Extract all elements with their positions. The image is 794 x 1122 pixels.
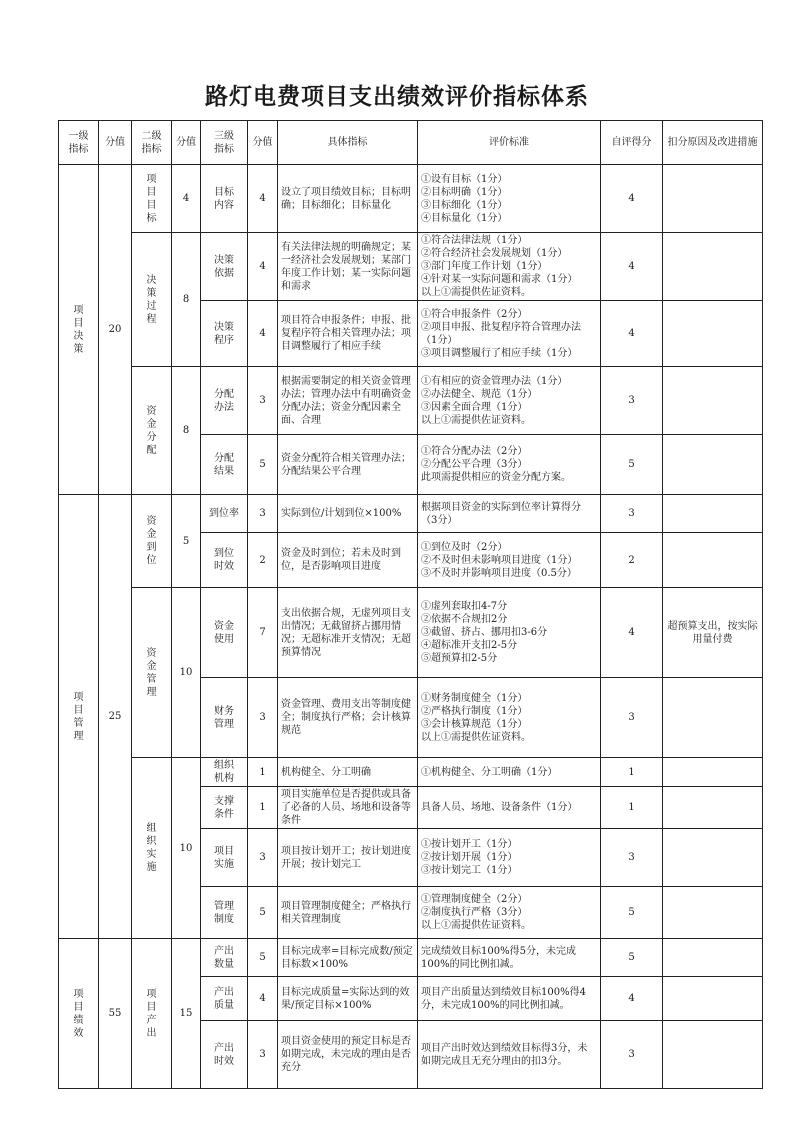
self-score-cell: 5 bbox=[601, 939, 663, 977]
l3-score-cell: 4 bbox=[248, 233, 278, 301]
criteria-cell: 完成绩效目标100%得5分，未完成100%的同比例扣减。 bbox=[418, 939, 601, 977]
self-score-cell: 3 bbox=[601, 367, 663, 435]
l2-cell: 项 目 目 标 bbox=[132, 165, 172, 233]
self-score-cell: 3 bbox=[601, 1021, 663, 1089]
l3-score-cell: 1 bbox=[248, 758, 278, 787]
l3-score-cell: 2 bbox=[248, 533, 278, 588]
l3-cell: 决策 程序 bbox=[201, 301, 248, 367]
indicator-cell: 项目按计划开工；按计划进度开展；按计划完工 bbox=[278, 829, 418, 887]
l3-cell: 到位率 bbox=[201, 495, 248, 533]
indicator-cell: 根据需要制定的相关资金管理办法；管理办法中有明确资金分配办法；资金分配因素全面、合理 bbox=[278, 367, 418, 435]
l3-score-cell: 4 bbox=[248, 301, 278, 367]
criteria-cell: ①符合申报条件（2分） ②项目申报、批复程序符合管理办法（1分） ③项目调整履行了相应手续（1分） bbox=[418, 301, 601, 367]
l3-cell: 项目 实施 bbox=[201, 829, 248, 887]
l1-cell: 项 目 管 理 bbox=[59, 495, 99, 939]
l3-cell: 决策 依据 bbox=[201, 233, 248, 301]
self-score-cell: 4 bbox=[601, 233, 663, 301]
criteria-cell: ①虚列套取扣4-7分 ②依据不合规扣2分 ③截留、挤占、挪用扣3-6分 ④超标准开支扣2-5分 ⑤超预算扣2-5分 bbox=[418, 588, 601, 678]
indicator-cell: 实际到位/计划到位×100% bbox=[278, 495, 418, 533]
l2-score-cell: 4 bbox=[172, 165, 201, 233]
l1-score-cell: 20 bbox=[99, 165, 132, 495]
l3-score-cell: 3 bbox=[248, 1021, 278, 1089]
evaluation-table bbox=[58, 120, 763, 1089]
table-row bbox=[59, 939, 763, 977]
l3-cell: 资金 使用 bbox=[201, 588, 248, 678]
l3-cell: 组织 机构 bbox=[201, 758, 248, 787]
l2-cell: 项 目 产 出 bbox=[132, 939, 172, 1089]
indicator-cell: 目标完成质量=实际达到的效果/预定目标×100% bbox=[278, 977, 418, 1021]
header-indicator: 具体指标 bbox=[278, 121, 418, 165]
indicator-cell: 资金及时到位；若未及时到位，是否影响项目进度 bbox=[278, 533, 418, 588]
header-l2: 二级 指标 bbox=[132, 121, 172, 165]
l3-cell: 管理 制度 bbox=[201, 887, 248, 939]
deduct-cell bbox=[663, 533, 763, 588]
indicator-cell: 有关法律法规的明确规定；某一经济社会发展规划；某部门年度工作计划；某一实际问题和需求 bbox=[278, 233, 418, 301]
l3-cell: 分配 办法 bbox=[201, 367, 248, 435]
l3-score-cell: 3 bbox=[248, 495, 278, 533]
criteria-cell: 项目产出时效达到绩效目标得3分，未如期完成且无充分理由的扣3分。 bbox=[418, 1021, 601, 1089]
l2-cell: 资 金 到 位 bbox=[132, 495, 172, 588]
l3-score-cell: 1 bbox=[248, 787, 278, 829]
deduct-cell: 超预算支出，按实际用量付费 bbox=[663, 588, 763, 678]
self-score-cell: 3 bbox=[601, 678, 663, 758]
header-deduct: 扣分原因及改进措施 bbox=[663, 121, 763, 165]
l3-score-cell: 4 bbox=[248, 165, 278, 233]
header-l3: 三级 指标 bbox=[201, 121, 248, 165]
self-score-cell: 1 bbox=[601, 787, 663, 829]
criteria-cell: ①符合法律法规（1分） ②符合经济社会发展规划（1分） ③部门年度工作计划（1分） ④针对某一实际问题和需求（1分） 以上①需提供佐证资料。 bbox=[418, 233, 601, 301]
l3-score-cell: 5 bbox=[248, 939, 278, 977]
deduct-cell bbox=[663, 887, 763, 939]
indicator-cell: 设立了项目绩效目标；目标明确；目标细化；目标量化 bbox=[278, 165, 418, 233]
l3-score-cell: 3 bbox=[248, 829, 278, 887]
l2-score-cell: 8 bbox=[172, 367, 201, 495]
header-row bbox=[59, 121, 763, 165]
header-s1: 分值 bbox=[99, 121, 132, 165]
criteria-cell: ①有相应的资金管理办法（1分） ②办法健全、规范（1分） ③因素全面合理（1分） 以上①需提供佐证资料。 bbox=[418, 367, 601, 435]
criteria-cell: ①财务制度健全（1分） ②严格执行制度（1分） ③会计核算规范（1分） 以上①需提供佐证资料。 bbox=[418, 678, 601, 758]
self-score-cell: 2 bbox=[601, 533, 663, 588]
l3-cell: 财务 管理 bbox=[201, 678, 248, 758]
deduct-cell bbox=[663, 829, 763, 887]
l3-score-cell: 5 bbox=[248, 435, 278, 495]
l2-cell: 决 策 过 程 bbox=[132, 233, 172, 367]
l2-score-cell: 5 bbox=[172, 495, 201, 588]
header-s2: 分值 bbox=[172, 121, 201, 165]
table-row bbox=[59, 233, 763, 301]
indicator-cell: 项目符合申报条件；申报、批复程序符合相关管理办法；项目调整履行了相应手续 bbox=[278, 301, 418, 367]
deduct-cell bbox=[663, 939, 763, 977]
l3-score-cell: 3 bbox=[248, 367, 278, 435]
deduct-cell bbox=[663, 301, 763, 367]
self-score-cell: 5 bbox=[601, 435, 663, 495]
l2-cell: 资 金 分 配 bbox=[132, 367, 172, 495]
deduct-cell bbox=[663, 435, 763, 495]
l2-score-cell: 8 bbox=[172, 233, 201, 367]
criteria-cell: 根据项目资金的实际到位率计算得分（3分） bbox=[418, 495, 601, 533]
indicator-cell: 项目实施单位是否提供或具备了必备的人员、场地和设备等条件 bbox=[278, 787, 418, 829]
l3-cell: 分配 结果 bbox=[201, 435, 248, 495]
l2-cell: 组 织 实 施 bbox=[132, 758, 172, 939]
self-score-cell: 4 bbox=[601, 165, 663, 233]
table-row bbox=[59, 758, 763, 787]
l1-cell: 项 目 绩 效 bbox=[59, 939, 99, 1089]
criteria-cell: ①按计划开工（1分） ②按计划开展（1分） ③按计划完工（1分） bbox=[418, 829, 601, 887]
indicator-cell: 项目管理制度健全；严格执行相关管理制度 bbox=[278, 887, 418, 939]
deduct-cell bbox=[663, 233, 763, 301]
deduct-cell bbox=[663, 495, 763, 533]
self-score-cell: 4 bbox=[601, 588, 663, 678]
table-row bbox=[59, 165, 763, 233]
l2-score-cell: 10 bbox=[172, 588, 201, 758]
l3-cell: 到位 时效 bbox=[201, 533, 248, 588]
deduct-cell bbox=[663, 367, 763, 435]
l3-cell: 产出 时效 bbox=[201, 1021, 248, 1089]
table-row bbox=[59, 367, 763, 435]
l3-cell: 支撑 条件 bbox=[201, 787, 248, 829]
table-row bbox=[59, 588, 763, 678]
l2-cell: 资 金 管 理 bbox=[132, 588, 172, 758]
l2-score-cell: 10 bbox=[172, 758, 201, 939]
header-criteria: 评价标准 bbox=[418, 121, 601, 165]
l3-score-cell: 3 bbox=[248, 678, 278, 758]
table-row bbox=[59, 495, 763, 533]
self-score-cell: 3 bbox=[601, 829, 663, 887]
criteria-cell: ①管理制度健全（2分） ②制度执行严格（3分） 以上①需提供佐证资料。 bbox=[418, 887, 601, 939]
l2-score-cell: 15 bbox=[172, 939, 201, 1089]
criteria-cell: ①到位及时（2分） ②不及时但未影响项目进度（1分） ③不及时并影响项目进度（0.5分） bbox=[418, 533, 601, 588]
indicator-cell: 资金分配符合相关管理办法；分配结果公平合理 bbox=[278, 435, 418, 495]
l1-score-cell: 55 bbox=[99, 939, 132, 1089]
deduct-cell bbox=[663, 758, 763, 787]
criteria-cell: 具备人员、场地、设备条件（1分） bbox=[418, 787, 601, 829]
criteria-cell: ①机构健全、分工明确（1分） bbox=[418, 758, 601, 787]
header-self-score: 自评得分 bbox=[601, 121, 663, 165]
deduct-cell bbox=[663, 977, 763, 1021]
criteria-cell: ①符合分配办法（2分） ②分配公平合理（3分） 此项需提供相应的资金分配方案。 bbox=[418, 435, 601, 495]
indicator-cell: 机构健全、分工明确 bbox=[278, 758, 418, 787]
deduct-cell bbox=[663, 678, 763, 758]
l3-score-cell: 7 bbox=[248, 588, 278, 678]
l3-score-cell: 5 bbox=[248, 887, 278, 939]
page-title: 路灯电费项目支出绩效评价指标体系 bbox=[205, 83, 589, 110]
self-score-cell: 4 bbox=[601, 977, 663, 1021]
indicator-cell: 资金管理、费用支出等制度健全；制度执行严格；会计核算规范 bbox=[278, 678, 418, 758]
indicator-cell: 项目资金使用的预定目标是否如期完成，未完成的理由是否充分 bbox=[278, 1021, 418, 1089]
l3-cell: 产出 数量 bbox=[201, 939, 248, 977]
header-s3: 分值 bbox=[248, 121, 278, 165]
l3-cell: 目标 内容 bbox=[201, 165, 248, 233]
deduct-cell bbox=[663, 1021, 763, 1089]
self-score-cell: 3 bbox=[601, 495, 663, 533]
l3-cell: 产出 质量 bbox=[201, 977, 248, 1021]
l3-score-cell: 4 bbox=[248, 977, 278, 1021]
header-l1: 一级 指标 bbox=[59, 121, 99, 165]
indicator-cell: 支出依据合规，无虚列项目支出情况；无截留挤占挪用情况；无超标准开支情况；无超预算情况 bbox=[278, 588, 418, 678]
l1-cell: 项 目 决 策 bbox=[59, 165, 99, 495]
self-score-cell: 5 bbox=[601, 887, 663, 939]
self-score-cell: 1 bbox=[601, 758, 663, 787]
indicator-cell: 目标完成率=目标完成数/预定目标数×100% bbox=[278, 939, 418, 977]
deduct-cell bbox=[663, 787, 763, 829]
criteria-cell: 项目产出质量达到绩效目标100%得4分，未完成100%的同比例扣减。 bbox=[418, 977, 601, 1021]
l1-score-cell: 25 bbox=[99, 495, 132, 939]
self-score-cell: 4 bbox=[601, 301, 663, 367]
deduct-cell bbox=[663, 165, 763, 233]
criteria-cell: ①设有目标（1分） ②目标明确（1分） ③目标细化（1分） ④目标量化（1分） bbox=[418, 165, 601, 233]
